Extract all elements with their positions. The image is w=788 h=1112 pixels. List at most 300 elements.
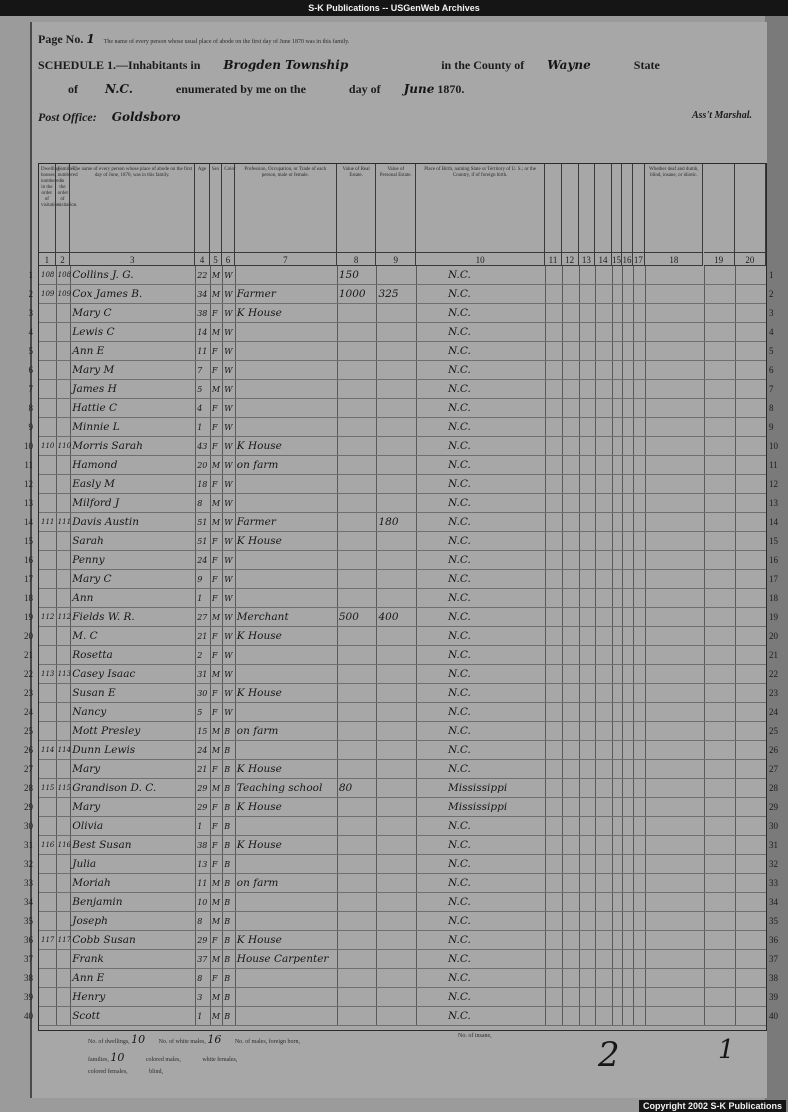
cell-dwelling	[41, 456, 55, 475]
cell-family	[58, 874, 70, 893]
line-number-right: 36	[769, 935, 778, 945]
cell-age: 14	[197, 328, 208, 337]
line-number: 32	[24, 859, 33, 869]
colored-summary	[88, 1069, 163, 1075]
cell-occupation	[237, 1007, 336, 1026]
cell-name: Davis Austin	[72, 516, 140, 528]
column-number-6: 6	[222, 252, 234, 266]
table-row	[24, 874, 778, 893]
cell-color: W	[224, 613, 233, 622]
line-number: 40	[24, 1011, 33, 1021]
cell-color: W	[224, 442, 233, 451]
line-number: 26	[24, 745, 33, 755]
cell-age: 11	[197, 347, 208, 356]
cell-occupation: K House	[236, 630, 282, 642]
cell-dwelling	[41, 912, 55, 931]
cell-dwelling	[41, 893, 55, 912]
column-number-5: 5	[210, 252, 222, 266]
cell-sex: F	[211, 822, 218, 831]
page-label: Page No. 1 The name of every person whose usual place of abode on the first day of June 1870 was in this family.	[38, 32, 350, 46]
cell-occupation: House Carpenter	[236, 953, 329, 965]
cell-real-estate	[339, 931, 376, 950]
table-row	[24, 741, 778, 760]
cell-family	[58, 912, 70, 931]
cell-real-estate	[339, 893, 376, 912]
cell-dwelling	[41, 494, 55, 513]
cell-dwelling: 112	[41, 613, 55, 621]
table-row	[24, 513, 778, 532]
line-number: 3	[28, 308, 33, 318]
cell-real-estate	[339, 513, 376, 532]
cell-color: W	[224, 594, 233, 603]
cell-family	[58, 494, 70, 513]
cell-personal-estate	[378, 912, 415, 931]
cell-occupation	[237, 646, 336, 665]
cell-age: 10	[197, 898, 208, 907]
cell-real-estate: 150	[338, 269, 359, 281]
cell-birthplace: N.C.	[448, 839, 471, 851]
cell-name: Frank	[72, 953, 104, 965]
cell-sex: F	[211, 309, 218, 318]
table-row	[24, 836, 778, 855]
cell-birthplace: N.C.	[448, 630, 471, 642]
cell-age: 8	[197, 974, 203, 983]
cell-birthplace: N.C.	[448, 440, 471, 452]
cell-sex: M	[211, 461, 221, 470]
cell-family	[58, 646, 70, 665]
line-number-right: 35	[769, 916, 778, 926]
cell-family	[58, 456, 70, 475]
cell-occupation	[237, 912, 336, 931]
cell-dwelling	[41, 703, 55, 722]
cell-age: 21	[197, 632, 208, 641]
cell-sex: M	[211, 1012, 221, 1021]
line-number: 14	[24, 517, 33, 527]
cell-personal-estate	[378, 931, 415, 950]
cell-dwelling: 109	[41, 290, 55, 298]
line-number-right: 38	[769, 973, 778, 983]
cell-real-estate	[339, 912, 376, 931]
cell-family	[58, 323, 70, 342]
cell-personal-estate	[378, 266, 415, 285]
line-number: 27	[24, 764, 33, 774]
cell-birthplace: N.C.	[448, 687, 471, 699]
cell-name: Casey Isaac	[72, 668, 136, 680]
line-number: 37	[24, 954, 33, 964]
table-row	[24, 950, 778, 969]
cell-occupation	[237, 570, 336, 589]
cell-family	[58, 1007, 70, 1026]
column-number-10: 10	[416, 252, 545, 266]
table-row	[24, 608, 778, 627]
cell-age: 1	[197, 594, 203, 603]
cell-real-estate	[339, 798, 376, 817]
cell-occupation	[237, 855, 336, 874]
cell-color: B	[224, 898, 231, 907]
cell-sex: F	[211, 575, 218, 584]
cell-sex: F	[211, 841, 218, 850]
cell-color: W	[224, 461, 233, 470]
cell-family	[58, 855, 70, 874]
line-number-right: 26	[769, 745, 778, 755]
column-header-12	[562, 164, 579, 252]
cell-name: Best Susan	[72, 839, 132, 851]
cell-occupation	[237, 323, 336, 342]
cell-birthplace: N.C.	[448, 706, 471, 718]
cell-age: 9	[197, 575, 203, 584]
column-number-19: 19	[704, 252, 735, 266]
cell-age: 1	[197, 822, 203, 831]
cell-color: B	[224, 860, 231, 869]
line-number-right: 20	[769, 631, 778, 641]
line-number-right: 19	[769, 612, 778, 622]
cell-occupation	[237, 551, 336, 570]
cell-dwelling	[41, 817, 55, 836]
cell-age: 24	[197, 746, 208, 755]
column-header-6: Color	[222, 164, 234, 252]
cell-birthplace: Mississippi	[448, 801, 508, 813]
table-row	[24, 722, 778, 741]
cell-occupation: Farmer	[236, 516, 276, 528]
cell-dwelling	[41, 760, 55, 779]
column-header-8: Value of Real Estate.	[337, 164, 377, 252]
cell-sex: M	[211, 955, 221, 964]
cell-occupation	[237, 893, 336, 912]
cell-sex: F	[211, 936, 218, 945]
cell-age: 5	[197, 708, 203, 717]
cell-name: James H	[72, 383, 117, 395]
cell-birthplace: N.C.	[448, 478, 471, 490]
line-number-right: 22	[769, 669, 778, 679]
table-row	[24, 684, 778, 703]
cell-dwelling	[41, 684, 55, 703]
cell-name: Mary	[72, 763, 101, 775]
cell-occupation	[237, 817, 336, 836]
cell-color: W	[224, 689, 233, 698]
cell-color: W	[224, 423, 233, 432]
post-office-value: Goldsboro	[111, 110, 181, 124]
line-number: 17	[24, 574, 33, 584]
cell-personal-estate	[378, 551, 415, 570]
cell-family: 110	[57, 442, 72, 450]
table-row	[28, 361, 774, 380]
cell-family	[58, 570, 70, 589]
cell-personal-estate	[378, 950, 415, 969]
white-females-label: white females,	[202, 1057, 238, 1063]
cell-age: 29	[197, 936, 208, 945]
white-males-value: 16	[207, 1033, 222, 1046]
cell-name: Mary C	[72, 573, 112, 585]
cell-real-estate	[339, 418, 376, 437]
cell-family: 108	[57, 271, 72, 279]
cell-sex: F	[211, 594, 218, 603]
cell-real-estate: 500	[338, 611, 359, 623]
cell-real-estate	[339, 627, 376, 646]
column-number-11: 11	[545, 252, 562, 266]
cell-real-estate	[339, 836, 376, 855]
cell-real-estate	[339, 874, 376, 893]
cell-family	[58, 817, 70, 836]
cell-birthplace: N.C.	[448, 307, 471, 319]
cell-personal-estate	[378, 475, 415, 494]
cell-sex: F	[211, 708, 218, 717]
cell-age: 4	[197, 404, 203, 413]
line-number-right: 18	[769, 593, 778, 603]
cell-name: Benjamin	[72, 896, 123, 908]
line-number: 28	[24, 783, 33, 793]
cell-sex: M	[211, 499, 221, 508]
cell-family	[58, 760, 70, 779]
cell-name: Ann	[72, 592, 94, 604]
line-number: 5	[28, 346, 33, 356]
cell-birthplace: N.C.	[448, 592, 471, 604]
cell-name: Joseph	[72, 915, 108, 927]
cell-name: Olivia	[72, 820, 104, 832]
line-number-right: 32	[769, 859, 778, 869]
column-number-4: 4	[195, 252, 210, 266]
cell-sex: M	[211, 879, 221, 888]
month-value: June	[403, 82, 435, 96]
table-row	[24, 437, 778, 456]
column-header-9: Value of Personal Estate.	[376, 164, 416, 252]
line-number-right: 3	[769, 308, 774, 318]
cell-name: M. C	[72, 630, 98, 642]
cell-dwelling	[41, 874, 55, 893]
cell-dwelling: 108	[41, 271, 55, 279]
line-number: 29	[24, 802, 33, 812]
line-number: 31	[24, 840, 33, 850]
column-header-19	[704, 164, 735, 252]
cell-sex: F	[211, 632, 218, 641]
cell-name: Rosetta	[72, 649, 113, 661]
cell-age: 3	[197, 993, 203, 1002]
cell-age: 30	[197, 689, 208, 698]
cell-personal-estate	[378, 855, 415, 874]
line-number-right: 31	[769, 840, 778, 850]
cell-color: B	[224, 727, 231, 736]
col-males-label: colored males,	[145, 1057, 181, 1063]
cell-sex: F	[211, 537, 218, 546]
cell-age: 43	[197, 442, 208, 451]
column-number-13: 13	[579, 252, 596, 266]
cell-real-estate	[339, 380, 376, 399]
cell-dwelling	[41, 380, 55, 399]
cell-personal-estate	[378, 456, 415, 475]
line-number-right: 37	[769, 954, 778, 964]
cell-occupation	[237, 361, 336, 380]
cell-birthplace: N.C.	[448, 649, 471, 661]
cell-name: Ann E	[72, 972, 105, 984]
line-number: 21	[24, 650, 33, 660]
cell-real-estate: 80	[338, 782, 353, 794]
line-number: 39	[24, 992, 33, 1002]
cell-name: Nancy	[72, 706, 107, 718]
cell-dwelling	[41, 798, 55, 817]
cell-real-estate	[339, 817, 376, 836]
cell-color: W	[224, 708, 233, 717]
line-number-right: 21	[769, 650, 778, 660]
cell-age: 27	[197, 613, 208, 622]
cell-birthplace: N.C.	[448, 497, 471, 509]
cell-color: W	[224, 290, 233, 299]
cell-birthplace: N.C.	[448, 535, 471, 547]
cell-family: 115	[57, 784, 72, 792]
cell-name: Cobb Susan	[72, 934, 136, 946]
cell-dwelling: 110	[41, 442, 55, 450]
cell-occupation: K House	[236, 839, 282, 851]
cell-color: B	[224, 917, 231, 926]
column-header-20	[735, 164, 766, 252]
cell-occupation	[237, 418, 336, 437]
cell-birthplace: N.C.	[448, 820, 471, 832]
cell-personal-estate	[378, 494, 415, 513]
line-number: 36	[24, 935, 33, 945]
cell-name: Mary C	[72, 307, 112, 319]
line-number: 9	[28, 422, 33, 432]
enumeration-line	[68, 82, 464, 97]
cell-occupation	[237, 380, 336, 399]
table-row	[28, 266, 774, 285]
cell-birthplace: N.C.	[448, 1010, 471, 1022]
line-number: 11	[24, 460, 33, 470]
cell-color: W	[224, 575, 233, 584]
cell-occupation: on farm	[236, 877, 279, 889]
column-number-15: 15	[612, 252, 622, 266]
cell-personal-estate	[378, 760, 415, 779]
cell-color: W	[224, 271, 233, 280]
cell-personal-estate	[378, 589, 415, 608]
cell-family: 117	[57, 936, 72, 944]
cell-occupation	[237, 988, 336, 1007]
cell-sex: M	[211, 290, 221, 299]
line-number: 12	[24, 479, 33, 489]
cell-age: 13	[197, 860, 208, 869]
cell-personal-estate	[378, 532, 415, 551]
cell-age: 20	[197, 461, 208, 470]
cell-personal-estate	[378, 684, 415, 703]
cell-real-estate	[339, 342, 376, 361]
county-value: Wayne	[547, 58, 591, 72]
cell-color: B	[224, 803, 231, 812]
cell-real-estate	[339, 456, 376, 475]
cell-real-estate	[339, 570, 376, 589]
cell-family	[58, 361, 70, 380]
census-table	[24, 163, 778, 1031]
cell-occupation	[237, 703, 336, 722]
cell-sex: M	[211, 613, 221, 622]
cell-color: B	[224, 879, 231, 888]
column-number-14: 14	[595, 252, 612, 266]
cell-color: W	[224, 480, 233, 489]
schedule-label: SCHEDULE 1.—Inhabitants in	[38, 58, 201, 72]
cell-color: B	[224, 822, 231, 831]
cell-color: B	[224, 936, 231, 945]
cell-color: B	[224, 784, 231, 793]
cell-birthplace: N.C.	[448, 459, 471, 471]
line-number: 13	[24, 498, 33, 508]
cell-dwelling	[41, 532, 55, 551]
cell-personal-estate	[378, 418, 415, 437]
cell-sex: M	[211, 917, 221, 926]
cell-sex: F	[211, 556, 218, 565]
cell-family	[58, 988, 70, 1007]
cell-personal-estate: 325	[378, 288, 399, 300]
line-number-right: 17	[769, 574, 778, 584]
line-number-right: 9	[769, 422, 774, 432]
cell-birthplace: N.C.	[448, 877, 471, 889]
cell-color: W	[224, 366, 233, 375]
cell-family	[58, 380, 70, 399]
cell-family	[58, 475, 70, 494]
table-row	[24, 760, 778, 779]
cell-birthplace: N.C.	[448, 288, 471, 300]
cell-age: 38	[197, 841, 208, 850]
cell-personal-estate	[378, 437, 415, 456]
cell-name: Mary M	[72, 364, 115, 376]
column-number-16: 16	[622, 252, 632, 266]
cell-family: 116	[57, 841, 72, 849]
cell-occupation	[237, 475, 336, 494]
cell-age: 51	[197, 518, 208, 527]
cell-dwelling	[41, 342, 55, 361]
cell-dwelling	[41, 1007, 55, 1026]
cell-sex: M	[211, 727, 221, 736]
cell-dwelling: 113	[41, 670, 55, 678]
column-number-20: 20	[735, 252, 766, 266]
cell-personal-estate	[378, 969, 415, 988]
cell-sex: M	[211, 271, 221, 280]
cell-occupation: K House	[236, 801, 282, 813]
cell-birthplace: N.C.	[448, 383, 471, 395]
cell-age: 8	[197, 499, 203, 508]
cell-name: Penny	[72, 554, 105, 566]
cell-color: B	[224, 746, 231, 755]
cell-name: Grandison D. C.	[72, 782, 157, 794]
cell-dwelling	[41, 589, 55, 608]
cell-name: Sarah	[72, 535, 104, 547]
cell-dwelling	[41, 418, 55, 437]
column-number-17: 17	[633, 252, 645, 266]
cell-dwelling	[41, 627, 55, 646]
cell-real-estate	[339, 437, 376, 456]
cell-dwelling	[41, 323, 55, 342]
cell-personal-estate	[378, 779, 415, 798]
cell-sex: F	[211, 442, 218, 451]
line-number-right: 28	[769, 783, 778, 793]
table-row	[28, 418, 774, 437]
cell-birthplace: N.C.	[448, 991, 471, 1003]
line-number: 24	[24, 707, 33, 717]
cell-dwelling: 116	[41, 841, 55, 849]
cell-family	[58, 399, 70, 418]
cell-personal-estate: 400	[378, 611, 399, 623]
cell-name: Hamond	[72, 459, 118, 471]
cell-age: 34	[197, 290, 208, 299]
cell-real-estate	[339, 684, 376, 703]
line-number: 4	[28, 327, 33, 337]
cell-sex: F	[211, 689, 218, 698]
cell-dwelling: 117	[41, 936, 55, 944]
cell-age: 22	[197, 271, 208, 280]
cell-age: 1	[197, 1012, 203, 1021]
cell-dwelling: 111	[41, 518, 55, 526]
cell-family: 112	[57, 613, 72, 621]
cell-dwelling	[41, 570, 55, 589]
line-number-right: 29	[769, 802, 778, 812]
cell-family	[58, 703, 70, 722]
white-males-label: No. of white males,	[158, 1039, 206, 1045]
cell-dwelling	[41, 988, 55, 1007]
